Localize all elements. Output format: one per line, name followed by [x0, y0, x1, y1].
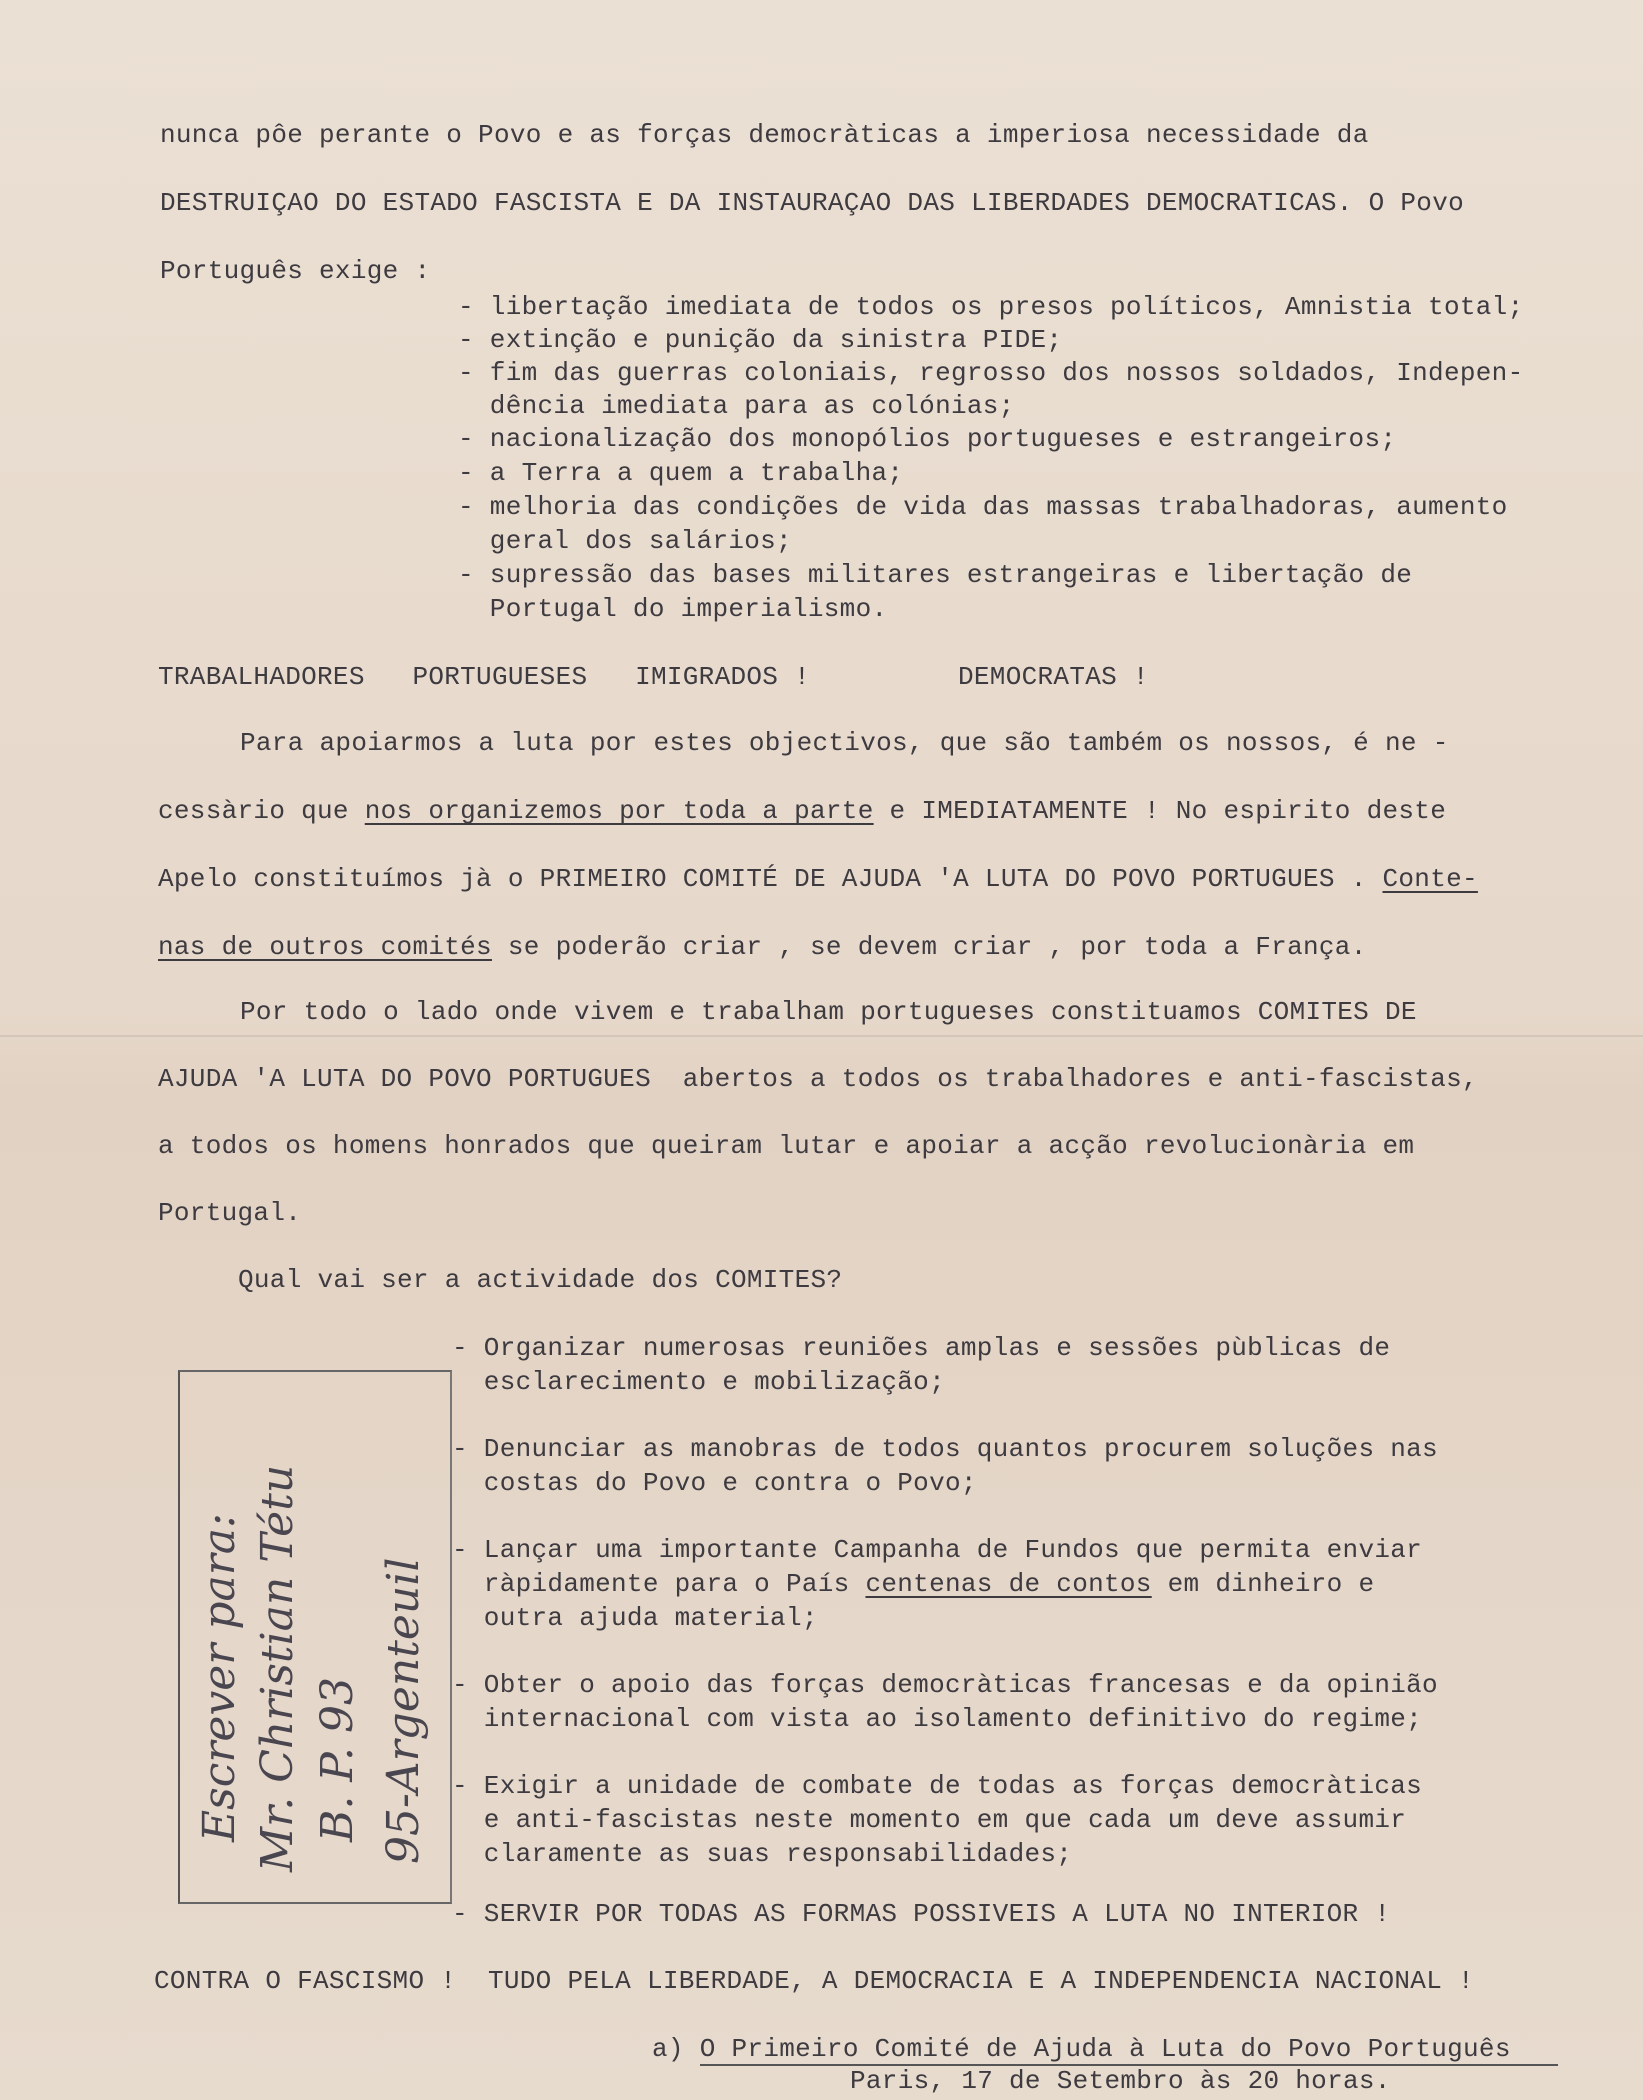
underlined-phrase: nos organizemos por toda a parte — [364, 796, 874, 826]
democrats-heading: DEMOCRATAS ! — [958, 662, 1149, 692]
signature-line-2: Paris, 17 de Setembro às 20 horas. — [850, 2066, 1391, 2096]
activity-item-cont: e anti-fascistas neste momento em que cada um deve assumir — [452, 1805, 1407, 1835]
para2-line-1: Por todo o lado onde vivem e trabalham portugueses constituamos COMITES DE — [240, 997, 1417, 1027]
closing-slogan: CONTRA O FASCISMO ! TUDO PELA LIBERDADE, A DEMOCRACIA E A INDEPENDENCIA NACIONAL ! — [154, 1966, 1474, 1996]
demand-item: dência imediata para as colónias; — [458, 391, 1015, 421]
activity-item-cont: ràpidamente para o País centenas de contos em dinheiro e — [452, 1569, 1375, 1599]
signature-line-1: a) O Primeiro Comité de Ajuda à Luta do Povo Português — [652, 2034, 1511, 2064]
handwritten-line-3: B. P. 93 — [312, 1677, 363, 1842]
activity-item-cont: claramente as suas responsabilidades; — [452, 1839, 1073, 1869]
demand-item: Portugal do imperialismo. — [458, 594, 888, 624]
activity-item: - Exigir a unidade de combate de todas as forças democràticas — [452, 1771, 1423, 1801]
intro-line-1: nunca pôe perante o Povo e as forças democràticas a imperiosa necessidade da — [160, 120, 1369, 150]
activity-item-final: - SERVIR POR TODAS AS FORMAS POSSIVEIS A LUTA NO INTERIOR ! — [452, 1899, 1391, 1929]
paper-fold-line — [0, 1035, 1643, 1037]
underlined-phrase: nas de outros comités — [158, 932, 492, 962]
para1-line-3: Apelo constituímos jà o PRIMEIRO COMITÉ DE AJUDA 'A LUTA DO POVO PORTUGUES . Conte- — [158, 864, 1478, 894]
handwritten-line-1: Escrever para: — [194, 1513, 245, 1842]
para2-line-2: AJUDA 'A LUTA DO POVO PORTUGUES abertos a todos os trabalhadores e anti-fascistas, — [158, 1064, 1478, 1094]
demand-item: - extinção e punição da sinistra PIDE; — [458, 325, 1063, 355]
activity-item: - Organizar numerosas reuniões amplas e sessões pùblicas de — [452, 1333, 1391, 1363]
demand-item: - melhoria das condições de vida das massas trabalhadoras, aumento — [458, 492, 1508, 522]
demand-item: - nacionalização dos monopólios portugueses e estrangeiros; — [458, 424, 1397, 454]
intro-line-3: Português exige : — [160, 256, 431, 286]
para2-line-4: Portugal. — [158, 1198, 302, 1228]
activity-item: - Obter o apoio das forças democràticas francesas e da opinião — [452, 1670, 1438, 1700]
para1-line-2: cessàrio que nos organizemos por toda a parte e IMEDIATAMENTE ! No espirito deste — [158, 796, 1447, 826]
handwritten-line-2: Mr. Christian Tétu — [252, 1464, 303, 1872]
activity-item-cont: esclarecimento e mobilização; — [452, 1367, 945, 1397]
underlined-phrase: centenas de contos — [865, 1569, 1152, 1599]
para2-line-3: a todos os homens honrados que queiram lutar e apoiar a acção revolucionària em — [158, 1131, 1415, 1161]
question-line: Qual vai ser a actividade dos COMITES? — [238, 1265, 843, 1295]
activity-item: - Denunciar as manobras de todos quantos procurem soluções nas — [452, 1434, 1438, 1464]
para1-line-4: nas de outros comités se poderão criar , se devem criar , por toda a França. — [158, 932, 1367, 962]
workers-heading: TRABALHADORES PORTUGUESES IMIGRADOS ! — [158, 662, 811, 692]
demand-item: - libertação imediata de todos os presos políticos, Amnistia total; — [458, 292, 1524, 322]
demand-item: - a Terra a quem a trabalha; — [458, 458, 904, 488]
activity-item-cont: outra ajuda material; — [452, 1603, 818, 1633]
para1-line-1: Para apoiarmos a luta por estes objectivos, que são também os nossos, é ne - — [240, 728, 1449, 758]
demand-item: - supressão das bases militares estrangeiras e libertação de — [458, 560, 1413, 590]
activity-item-cont: costas do Povo e contra o Povo; — [452, 1468, 977, 1498]
activity-item-cont: internacional com vista ao isolamento definitivo do regime; — [452, 1704, 1423, 1734]
handwritten-address-box — [178, 1370, 452, 1904]
intro-line-2: DESTRUIÇAO DO ESTADO FASCISTA E DA INSTAURAÇAO DAS LIBERDADES DEMOCRATICAS. O Povo — [160, 188, 1465, 218]
activity-item: - Lançar uma importante Campanha de Fundos que permita enviar — [452, 1535, 1423, 1565]
demand-item: - fim das guerras coloniais, regrosso dos nossos soldados, Indepen- — [458, 358, 1524, 388]
handwritten-line-4: 95-Argenteuil — [378, 1557, 429, 1864]
underlined-phrase: Conte- — [1382, 864, 1478, 894]
demand-item: geral dos salários; — [458, 526, 792, 556]
